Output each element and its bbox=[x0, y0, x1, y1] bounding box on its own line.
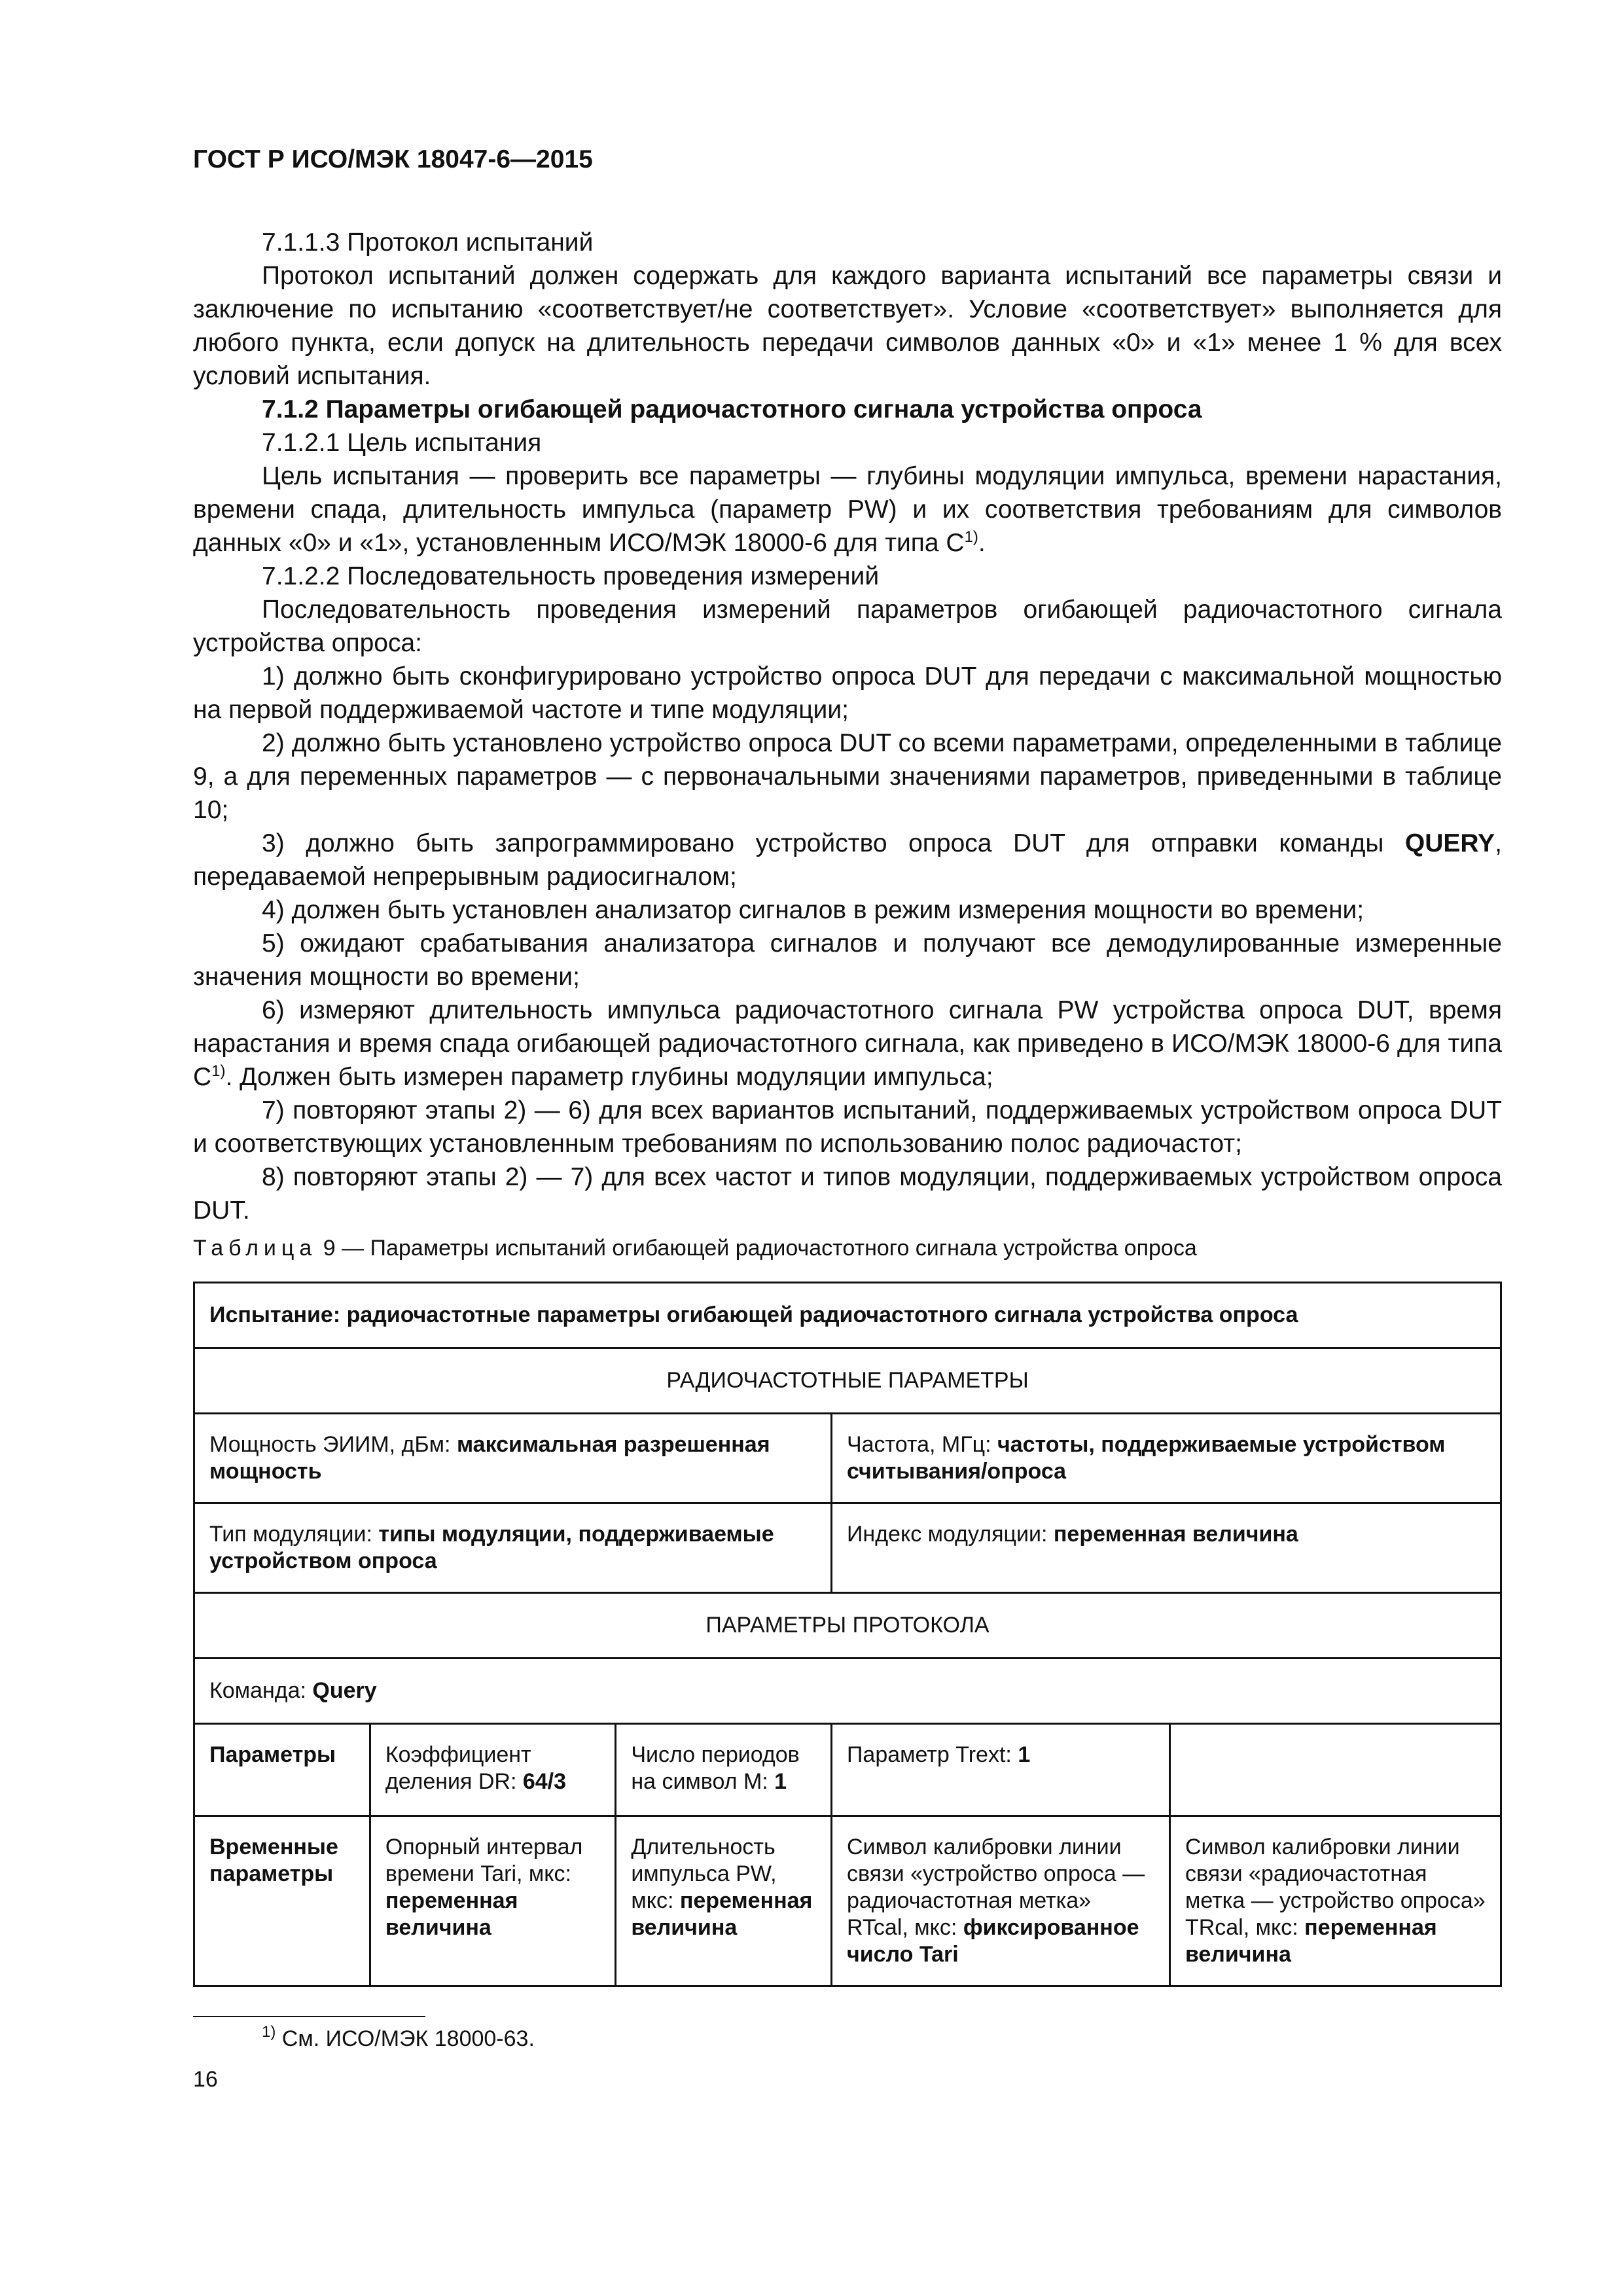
step-2: 2) должно быть установлено устройство опроса DUT со всеми параметрами, определенными в таблице 9, а для переменных параметров — с первоначальными значениями параметров, приведенными в таблице 10; bbox=[193, 729, 1502, 824]
table-row bbox=[194, 1659, 1501, 1724]
step-5: 5) ожидают срабатывания анализатора сигналов и получают все демодулированные измеренные значения мощности во времени; bbox=[193, 929, 1502, 991]
modulation-type-cell: Тип модуляции: типы модуляции, поддерживаемые устройством опроса bbox=[194, 1503, 832, 1593]
m-cell: Число периодов на символ М: 1 bbox=[616, 1724, 832, 1816]
section-7121-heading: 7.1.2.1 Цель испытания bbox=[262, 429, 542, 457]
document-header: ГОСТ Р ИСО/МЭК 18047-6—2015 bbox=[193, 145, 593, 173]
protocol-params-header: ПАРАМЕТРЫ ПРОТОКОЛА bbox=[194, 1593, 1501, 1659]
table-row bbox=[194, 1593, 1501, 1659]
section-7122-heading: 7.1.2.2 Последовательность проведения измерений bbox=[262, 562, 880, 590]
power-cell: Мощность ЭИИМ, дБм: максимальная разрешенная мощность bbox=[194, 1414, 832, 1503]
section-7121-text: Цель испытания — проверить все параметры — глубины модуляции импульса, времени нарастания, времени спада, длительность импульса (параметр PW) и их соответствия требованиям для символов данных «0» и «1», установленным ИСО/МЭК 18000-6 для типа $С^{1)}$. bbox=[193, 462, 1502, 557]
trext-cell: Параметр Trext: 1 bbox=[831, 1724, 1169, 1816]
empty-cell bbox=[1169, 1724, 1501, 1816]
footnote-ref: 1) bbox=[211, 1062, 226, 1080]
step-4: 4) должен быть установлен анализатор сигналов в режим измерения мощности во времени; bbox=[262, 896, 1364, 924]
command-cell: Команда: Query bbox=[194, 1659, 1501, 1724]
step-7: 7) повторяют этапы 2) — 6) для всех вариантов испытаний, поддерживаемых устройством опроса DUT и соответствующих установленным требованиям по использованию полос радиочастот; bbox=[193, 1096, 1502, 1158]
document-body bbox=[193, 226, 1502, 1227]
step-1: 1) должно быть сконфигурировано устройство опроса DUT для передачи с максимальной мощностью на первой поддерживаемой частоте и типе модуляции; bbox=[193, 662, 1502, 724]
time-params-label-cell: Временные параметры bbox=[194, 1816, 370, 1986]
section-712-heading: 7.1.2 Параметры огибающей радиочастотного сигнала устройства опроса bbox=[262, 395, 1202, 423]
step-3: 3) должно быть запрограммировано устройство опроса DUT для отправки команды QUERY, передаваемой непрерывным радиосигналом; bbox=[193, 829, 1502, 891]
table-caption: Таблица 9 — Параметры испытаний огибающей радиочастотного сигнала устройства опроса bbox=[193, 1236, 1197, 1261]
trcal-cell: Символ калибровки линии связи «радиочастотная метка — устройство опроса» TRcal, мкс: переменная величина bbox=[1169, 1816, 1501, 1986]
footnote-ref: 1) bbox=[964, 528, 978, 546]
table-row bbox=[194, 1283, 1501, 1348]
frequency-cell: Частота, МГц: частоты, поддерживаемые устройством считывания/опроса bbox=[831, 1414, 1501, 1503]
table-row bbox=[194, 1414, 1501, 1503]
footnote: $^{1)}$ См. ИСО/МЭК 18000-63. bbox=[262, 2023, 535, 2051]
table-title: Испытание: радиочастотные параметры огибающей радиочастотного сигнала устройства опроса bbox=[194, 1283, 1501, 1348]
page-number: 16 bbox=[193, 2067, 218, 2092]
step-8: 8) повторяют этапы 2) — 7) для всех частот и типов модуляции, поддерживаемых устройством опроса DUT. bbox=[193, 1163, 1502, 1225]
modulation-index-cell: Индекс модуляции: переменная величина bbox=[831, 1503, 1501, 1593]
step-6: 6) измеряют длительность импульса радиочастотного сигнала PW устройства опроса DUT, время нарастания и время спада огибающей радиочастотного сигнала, как приведено в ИСО/МЭК 18000-6 для типа $С^{1)}$. Должен быть измерен параметр глубины модуляции импульса; bbox=[193, 996, 1502, 1091]
tari-cell: Опорный интервал времени Tari, мкс: переменная величина bbox=[370, 1816, 615, 1986]
table-row bbox=[194, 1503, 1501, 1593]
dr-cell: Коэффициент деления DR: 64/3 bbox=[370, 1724, 615, 1816]
footnote-divider bbox=[193, 2016, 425, 2017]
rf-params-header: РАДИОЧАСТОТНЫЕ ПАРАМЕТРЫ bbox=[194, 1348, 1501, 1414]
table-row bbox=[194, 1724, 1501, 1816]
pw-cell: Длительность импульса PW, мкс: переменная величина bbox=[616, 1816, 832, 1986]
section-7113-heading: 7.1.1.3 Протокол испытаний bbox=[262, 228, 594, 257]
section-7122-intro: Последовательность проведения измерений параметров огибающей радиочастотного сигнала устройства опроса: bbox=[193, 596, 1502, 657]
rtcal-cell: Символ калибровки линии связи «устройство опроса — радиочастотная метка» RTcal, мкс: фиксированное число Tari bbox=[831, 1816, 1169, 1986]
table-row bbox=[194, 1348, 1501, 1414]
params-label-cell: Параметры bbox=[194, 1724, 370, 1816]
table-row bbox=[194, 1816, 1501, 1986]
section-7113-text: Протокол испытаний должен содержать для каждого варианта испытаний все параметры связи и заключение по испытанию «соответствует/не соответствует». Условие «соответствует» выполняется для любого пункта, если допуск на длительность передачи символов данных «0» и «1» менее 1 % для всех условий испытания. bbox=[193, 262, 1502, 390]
parameters-table bbox=[193, 1282, 1502, 1987]
